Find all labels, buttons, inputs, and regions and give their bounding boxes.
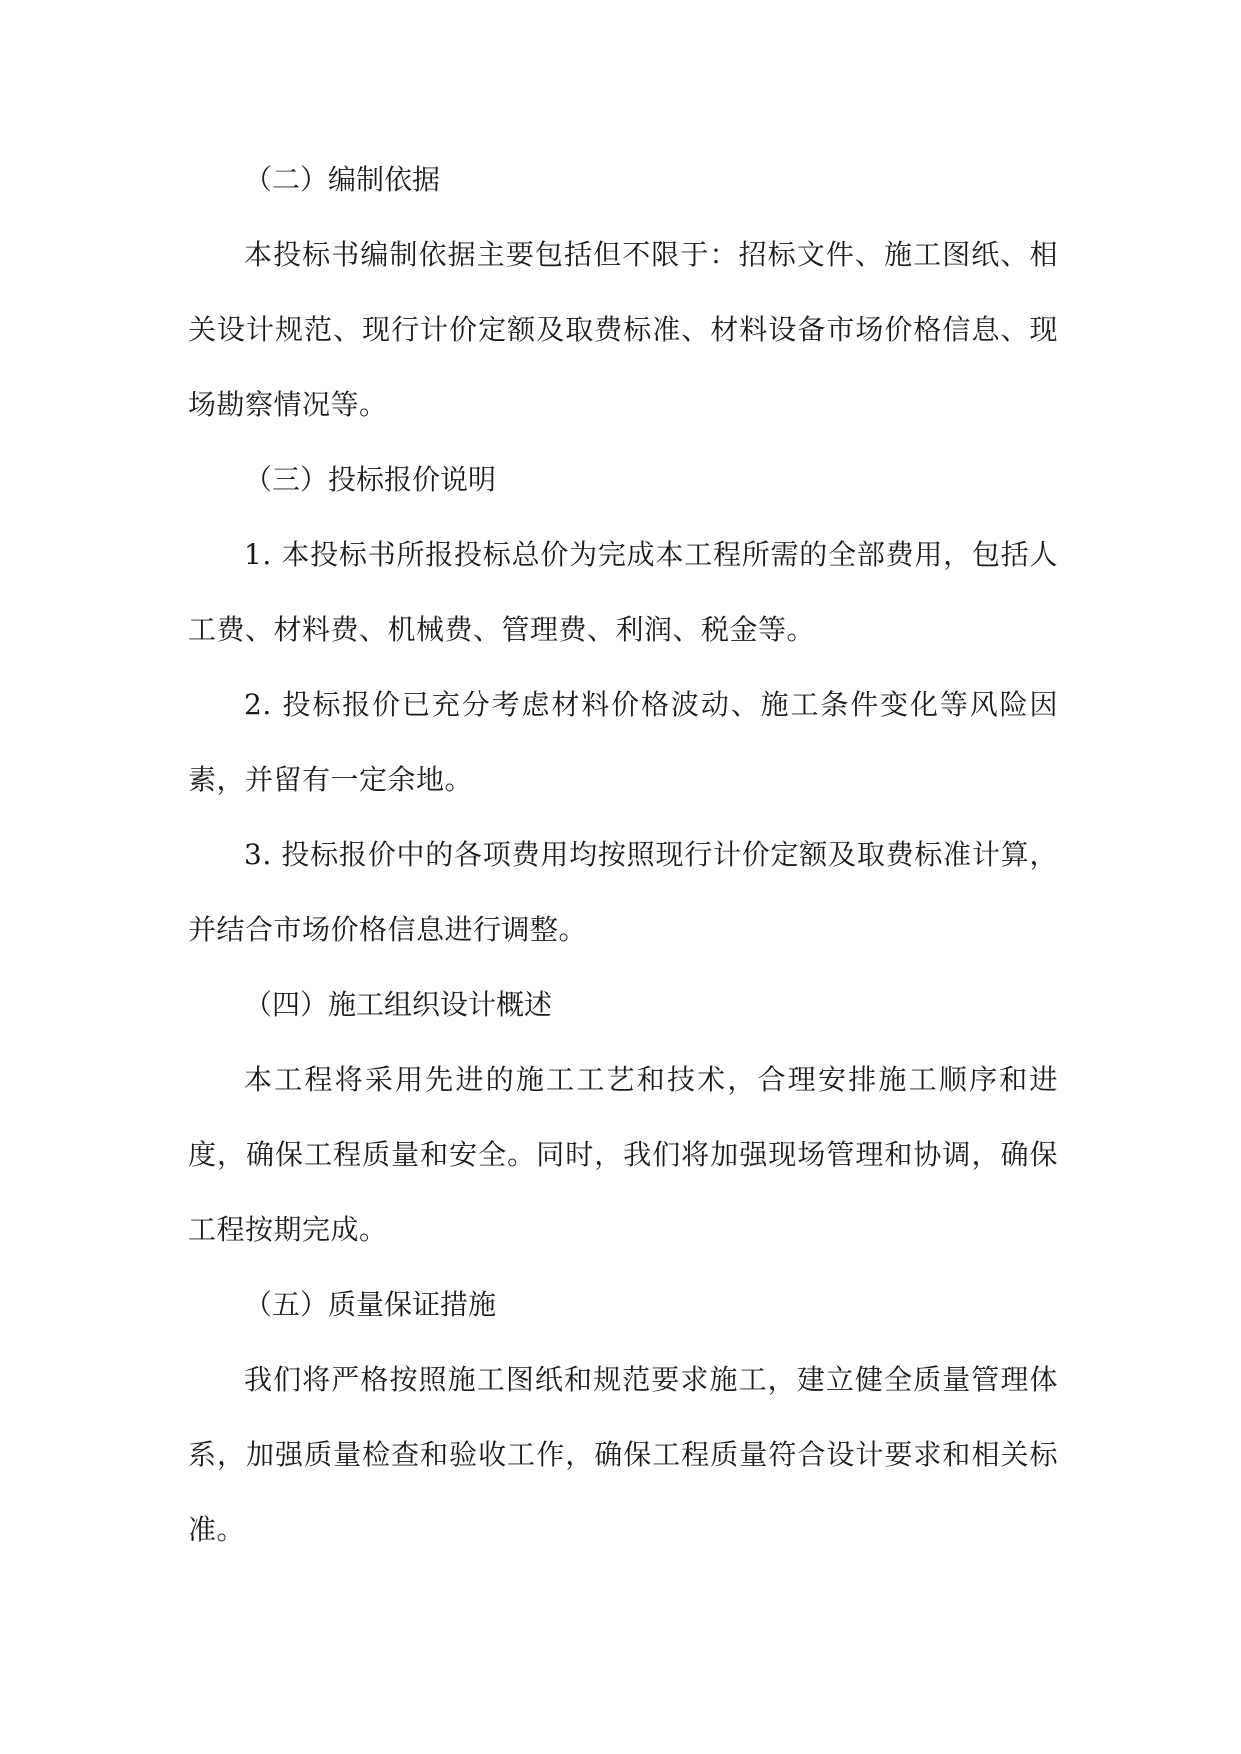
paragraph-quality: 我们将严格按照施工图纸和规范要求施工，建立健全质量管理体系，加强质量检查和验收工作，确保工程质量符合设计要求和相关标准。 [188, 1363, 1058, 1546]
document-body [188, 142, 1058, 1567]
paragraph-quotation-3: 3. 投标报价中的各项费用均按照现行计价定额及取费标准计算，并结合市场价格信息进行调整。 [188, 838, 1058, 946]
paragraph-quotation-2: 2. 投标报价已充分考虑材料价格波动、施工条件变化等风险因素，并留有一定余地。 [188, 688, 1058, 796]
section-heading-basis: （二）编制依据 [244, 163, 441, 196]
paragraph-construction-design: 本工程将采用先进的施工工艺和技术，合理安排施工顺序和进度，确保工程质量和安全。同时，我们将加强现场管理和协调，确保工程按期完成。 [188, 1063, 1058, 1246]
paragraph-quotation-1: 1. 本投标书所报投标总价为完成本工程所需的全部费用，包括人工费、材料费、机械费、管理费、利润、税金等。 [188, 538, 1058, 646]
section-heading-quotation: （三）投标报价说明 [244, 463, 497, 496]
section-heading-construction-design: （四）施工组织设计概述 [244, 988, 553, 1021]
paragraph-basis: 本投标书编制依据主要包括但不限于：招标文件、施工图纸、相关设计规范、现行计价定额及取费标准、材料设备市场价格信息、现场勘察情况等。 [188, 238, 1058, 421]
section-heading-quality: （五）质量保证措施 [244, 1288, 497, 1321]
